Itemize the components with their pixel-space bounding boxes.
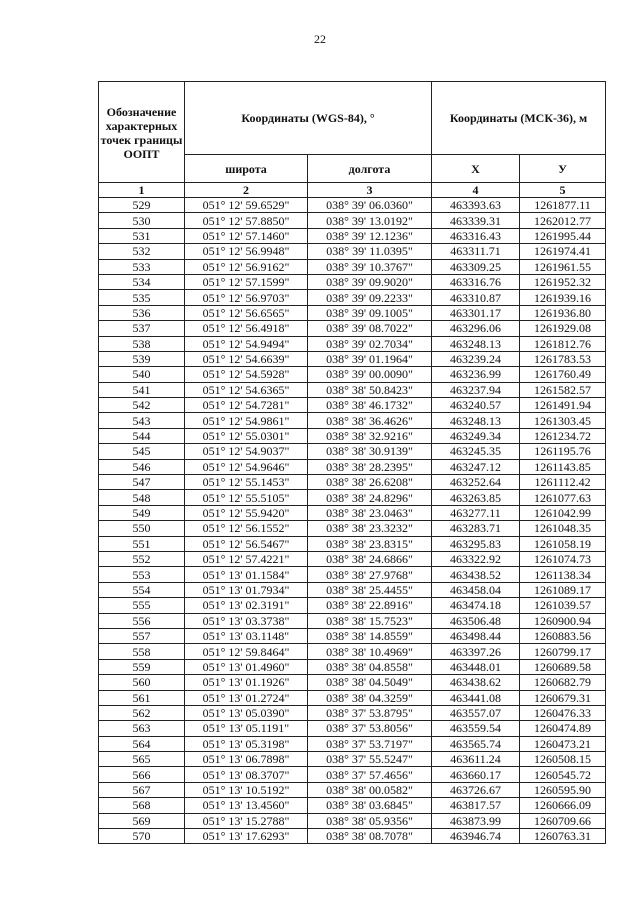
- point-id-cell: 544: [99, 428, 185, 443]
- point-id-cell: 545: [99, 444, 185, 459]
- x-cell: 463474.18: [432, 598, 520, 613]
- point-id-cell: 538: [99, 336, 185, 351]
- x-cell: 463296.06: [432, 321, 520, 336]
- table-row: [99, 628, 606, 643]
- x-cell: 463247.12: [432, 459, 520, 474]
- header-y: У: [520, 155, 606, 183]
- point-id-cell: 565: [99, 752, 185, 767]
- header-wgs84: Координаты (WGS-84), °: [185, 82, 432, 155]
- y-cell: 1261582.57: [520, 382, 606, 397]
- table-row: [99, 721, 606, 736]
- latitude-cell: 051° 12' 56.5467": [185, 536, 308, 551]
- latitude-cell: 051° 13' 08.3707": [185, 767, 308, 782]
- x-cell: 463236.99: [432, 367, 520, 382]
- latitude-cell: 051° 13' 02.3191": [185, 598, 308, 613]
- header-longitude: долгота: [308, 155, 432, 183]
- x-cell: 463438.52: [432, 567, 520, 582]
- latitude-cell: 051° 12' 56.1552": [185, 521, 308, 536]
- x-cell: 463248.13: [432, 413, 520, 428]
- column-number-2: 2: [185, 183, 308, 198]
- longitude-cell: 038° 37' 53.8795": [308, 705, 432, 720]
- point-id-cell: 531: [99, 228, 185, 243]
- y-cell: 1260679.31: [520, 690, 606, 705]
- x-cell: 463316.76: [432, 274, 520, 289]
- y-cell: 1261952.32: [520, 274, 606, 289]
- y-cell: 1260763.31: [520, 829, 606, 844]
- y-cell: 1261048.35: [520, 521, 606, 536]
- latitude-cell: 051° 12' 57.1599": [185, 274, 308, 289]
- y-cell: 1261491.94: [520, 398, 606, 413]
- longitude-cell: 038° 38' 04.8558": [308, 659, 432, 674]
- table-row: [99, 659, 606, 674]
- x-cell: 463248.13: [432, 336, 520, 351]
- header-x: X: [432, 155, 520, 183]
- column-number-5: 5: [520, 183, 606, 198]
- table-row: [99, 305, 606, 320]
- point-id-cell: 547: [99, 475, 185, 490]
- x-cell: 463240.57: [432, 398, 520, 413]
- point-id-cell: 563: [99, 721, 185, 736]
- y-cell: 1260545.72: [520, 767, 606, 782]
- table-row: [99, 459, 606, 474]
- point-id-cell: 542: [99, 398, 185, 413]
- longitude-cell: 038° 39' 01.1964": [308, 351, 432, 366]
- latitude-cell: 051° 12' 56.9948": [185, 244, 308, 259]
- table-row: [99, 705, 606, 720]
- latitude-cell: 051° 12' 55.5105": [185, 490, 308, 505]
- table-row: [99, 613, 606, 628]
- latitude-cell: 051° 13' 03.3738": [185, 613, 308, 628]
- x-cell: 463393.63: [432, 198, 520, 213]
- point-id-cell: 548: [99, 490, 185, 505]
- y-cell: 1260682.79: [520, 675, 606, 690]
- latitude-cell: 051° 12' 57.4221": [185, 551, 308, 566]
- longitude-cell: 038° 38' 25.4455": [308, 582, 432, 597]
- point-id-cell: 568: [99, 798, 185, 813]
- point-id-cell: 553: [99, 567, 185, 582]
- point-id-cell: 549: [99, 505, 185, 520]
- x-cell: 463283.71: [432, 521, 520, 536]
- longitude-cell: 038° 38' 00.0582": [308, 782, 432, 797]
- point-id-cell: 556: [99, 613, 185, 628]
- longitude-cell: 038° 39' 09.1005": [308, 305, 432, 320]
- longitude-cell: 038° 39' 11.0395": [308, 244, 432, 259]
- longitude-cell: 038° 38' 04.3259": [308, 690, 432, 705]
- latitude-cell: 051° 12' 56.9703": [185, 290, 308, 305]
- table-row: [99, 736, 606, 751]
- x-cell: 463438.62: [432, 675, 520, 690]
- x-cell: 463946.74: [432, 829, 520, 844]
- table-row: [99, 228, 606, 243]
- latitude-cell: 051° 12' 56.6565": [185, 305, 308, 320]
- x-cell: 463557.07: [432, 705, 520, 720]
- x-cell: 463245.35: [432, 444, 520, 459]
- table-row: [99, 798, 606, 813]
- point-id-cell: 567: [99, 782, 185, 797]
- latitude-cell: 051° 12' 59.8464": [185, 644, 308, 659]
- point-id-cell: 554: [99, 582, 185, 597]
- y-cell: 1261995.44: [520, 228, 606, 243]
- y-cell: 1261058.19: [520, 536, 606, 551]
- x-cell: 463252.64: [432, 475, 520, 490]
- y-cell: 1260709.66: [520, 813, 606, 828]
- coordinates-table: [98, 81, 606, 844]
- longitude-cell: 038° 38' 15.7523": [308, 613, 432, 628]
- y-cell: 1261877.11: [520, 198, 606, 213]
- table-row: [99, 536, 606, 551]
- y-cell: 1261939.16: [520, 290, 606, 305]
- x-cell: 463277.11: [432, 505, 520, 520]
- latitude-cell: 051° 12' 56.4918": [185, 321, 308, 336]
- longitude-cell: 038° 38' 26.6208": [308, 475, 432, 490]
- latitude-cell: 051° 13' 01.1584": [185, 567, 308, 582]
- longitude-cell: 038° 37' 53.7197": [308, 736, 432, 751]
- point-id-cell: 552: [99, 551, 185, 566]
- longitude-cell: 038° 39' 06.0360": [308, 198, 432, 213]
- longitude-cell: 038° 39' 12.1236": [308, 228, 432, 243]
- longitude-cell: 038° 38' 05.9356": [308, 813, 432, 828]
- point-id-cell: 533: [99, 259, 185, 274]
- longitude-cell: 038° 37' 57.4656": [308, 767, 432, 782]
- longitude-cell: 038° 39' 08.7022": [308, 321, 432, 336]
- latitude-cell: 051° 13' 06.7898": [185, 752, 308, 767]
- table-row: [99, 644, 606, 659]
- y-cell: 1261961.55: [520, 259, 606, 274]
- point-id-cell: 569: [99, 813, 185, 828]
- header-latitude: широта: [185, 155, 308, 183]
- x-cell: 463309.25: [432, 259, 520, 274]
- table-row: [99, 767, 606, 782]
- latitude-cell: 051° 12' 54.9646": [185, 459, 308, 474]
- column-number-4: 4: [432, 183, 520, 198]
- x-cell: 463310.87: [432, 290, 520, 305]
- table-row: [99, 413, 606, 428]
- x-cell: 463611.24: [432, 752, 520, 767]
- latitude-cell: 051° 12' 57.8850": [185, 213, 308, 228]
- longitude-cell: 038° 37' 53.8056": [308, 721, 432, 736]
- longitude-cell: 038° 38' 04.5049": [308, 675, 432, 690]
- y-cell: 1261812.76: [520, 336, 606, 351]
- table-row: [99, 351, 606, 366]
- point-id-cell: 539: [99, 351, 185, 366]
- x-cell: 463726.67: [432, 782, 520, 797]
- x-cell: 463316.43: [432, 228, 520, 243]
- table-row: [99, 690, 606, 705]
- table-row: [99, 321, 606, 336]
- x-cell: 463239.24: [432, 351, 520, 366]
- table-row: [99, 782, 606, 797]
- longitude-cell: 038° 39' 13.0192": [308, 213, 432, 228]
- longitude-cell: 038° 38' 22.8916": [308, 598, 432, 613]
- y-cell: 1261929.08: [520, 321, 606, 336]
- point-id-cell: 557: [99, 628, 185, 643]
- longitude-cell: 038° 38' 24.8296": [308, 490, 432, 505]
- x-cell: 463322.92: [432, 551, 520, 566]
- latitude-cell: 051° 12' 54.5928": [185, 367, 308, 382]
- y-cell: 1261195.76: [520, 444, 606, 459]
- latitude-cell: 051° 12' 59.6529": [185, 198, 308, 213]
- latitude-cell: 051° 12' 55.9420": [185, 505, 308, 520]
- table-row: [99, 813, 606, 828]
- x-cell: 463249.34: [432, 428, 520, 443]
- y-cell: 1261303.45: [520, 413, 606, 428]
- y-cell: 1261783.53: [520, 351, 606, 366]
- point-id-cell: 535: [99, 290, 185, 305]
- point-id-cell: 560: [99, 675, 185, 690]
- x-cell: 463506.48: [432, 613, 520, 628]
- x-cell: 463237.94: [432, 382, 520, 397]
- y-cell: 1260799.17: [520, 644, 606, 659]
- point-id-cell: 532: [99, 244, 185, 259]
- latitude-cell: 051° 13' 05.0390": [185, 705, 308, 720]
- point-id-cell: 562: [99, 705, 185, 720]
- table-row: [99, 475, 606, 490]
- table-row: [99, 382, 606, 397]
- longitude-cell: 038° 37' 55.5247": [308, 752, 432, 767]
- latitude-cell: 051° 13' 01.4960": [185, 659, 308, 674]
- latitude-cell: 051° 12' 54.6639": [185, 351, 308, 366]
- point-id-cell: 570: [99, 829, 185, 844]
- y-cell: 1261974.41: [520, 244, 606, 259]
- y-cell: 1261760.49: [520, 367, 606, 382]
- table-row: [99, 274, 606, 289]
- point-id-cell: 534: [99, 274, 185, 289]
- longitude-cell: 038° 38' 27.9768": [308, 567, 432, 582]
- column-number-1: 1: [99, 183, 185, 198]
- column-number-3: 3: [308, 183, 432, 198]
- table-row: [99, 505, 606, 520]
- longitude-cell: 038° 39' 09.2233": [308, 290, 432, 305]
- longitude-cell: 038° 38' 36.4626": [308, 413, 432, 428]
- header-msk36: Координаты (МСК-36), м: [432, 82, 606, 155]
- y-cell: 1261074.73: [520, 551, 606, 566]
- point-id-cell: 536: [99, 305, 185, 320]
- table-row: [99, 567, 606, 582]
- table-row: [99, 428, 606, 443]
- latitude-cell: 051° 13' 01.7934": [185, 582, 308, 597]
- table-row: [99, 244, 606, 259]
- y-cell: 1261112.42: [520, 475, 606, 490]
- x-cell: 463458.04: [432, 582, 520, 597]
- y-cell: 1260476.33: [520, 705, 606, 720]
- y-cell: 1261234.72: [520, 428, 606, 443]
- latitude-cell: 051° 13' 03.1148": [185, 628, 308, 643]
- x-cell: 463873.99: [432, 813, 520, 828]
- longitude-cell: 038° 39' 00.0090": [308, 367, 432, 382]
- point-id-cell: 537: [99, 321, 185, 336]
- y-cell: 1260508.15: [520, 752, 606, 767]
- point-id-cell: 564: [99, 736, 185, 751]
- point-id-cell: 561: [99, 690, 185, 705]
- latitude-cell: 051° 13' 05.1191": [185, 721, 308, 736]
- y-cell: 1261936.80: [520, 305, 606, 320]
- table-row: [99, 444, 606, 459]
- point-id-cell: 555: [99, 598, 185, 613]
- x-cell: 463660.17: [432, 767, 520, 782]
- latitude-cell: 051° 13' 05.3198": [185, 736, 308, 751]
- point-id-cell: 546: [99, 459, 185, 474]
- point-id-cell: 566: [99, 767, 185, 782]
- x-cell: 463301.17: [432, 305, 520, 320]
- latitude-cell: 051° 12' 57.1460": [185, 228, 308, 243]
- table-row: [99, 829, 606, 844]
- point-id-cell: 541: [99, 382, 185, 397]
- x-cell: 463339.31: [432, 213, 520, 228]
- longitude-cell: 038° 38' 30.9139": [308, 444, 432, 459]
- latitude-cell: 051° 12' 54.6365": [185, 382, 308, 397]
- longitude-cell: 038° 38' 23.3232": [308, 521, 432, 536]
- latitude-cell: 051° 13' 13.4560": [185, 798, 308, 813]
- y-cell: 1260883.56: [520, 628, 606, 643]
- table-row: [99, 752, 606, 767]
- longitude-cell: 038° 38' 08.7078": [308, 829, 432, 844]
- longitude-cell: 038° 39' 10.3767": [308, 259, 432, 274]
- y-cell: 1261143.85: [520, 459, 606, 474]
- table-row: [99, 551, 606, 566]
- x-cell: 463311.71: [432, 244, 520, 259]
- table-row: [99, 675, 606, 690]
- table-row: [99, 213, 606, 228]
- point-id-cell: 529: [99, 198, 185, 213]
- longitude-cell: 038° 38' 10.4969": [308, 644, 432, 659]
- latitude-cell: 051° 12' 54.9861": [185, 413, 308, 428]
- table-row: [99, 198, 606, 213]
- y-cell: 1261042.99: [520, 505, 606, 520]
- y-cell: 1261089.17: [520, 582, 606, 597]
- point-id-cell: 559: [99, 659, 185, 674]
- y-cell: 1260689.58: [520, 659, 606, 674]
- longitude-cell: 038° 39' 02.7034": [308, 336, 432, 351]
- x-cell: 463498.44: [432, 628, 520, 643]
- point-id-cell: 543: [99, 413, 185, 428]
- longitude-cell: 038° 38' 03.6845": [308, 798, 432, 813]
- table-row: [99, 582, 606, 597]
- longitude-cell: 038° 38' 14.8559": [308, 628, 432, 643]
- table-body: [99, 198, 606, 844]
- table-row: [99, 598, 606, 613]
- x-cell: 463295.83: [432, 536, 520, 551]
- latitude-cell: 051° 12' 55.1453": [185, 475, 308, 490]
- table-row: [99, 259, 606, 274]
- latitude-cell: 051° 13' 15.2788": [185, 813, 308, 828]
- latitude-cell: 051° 13' 01.2724": [185, 690, 308, 705]
- y-cell: 1262012.77: [520, 213, 606, 228]
- table-row: [99, 367, 606, 382]
- x-cell: 463441.08: [432, 690, 520, 705]
- x-cell: 463397.26: [432, 644, 520, 659]
- longitude-cell: 038° 39' 09.9020": [308, 274, 432, 289]
- table-row: [99, 521, 606, 536]
- latitude-cell: 051° 12' 54.9037": [185, 444, 308, 459]
- y-cell: 1260666.09: [520, 798, 606, 813]
- y-cell: 1261039.57: [520, 598, 606, 613]
- y-cell: 1260595.90: [520, 782, 606, 797]
- longitude-cell: 038° 38' 50.8423": [308, 382, 432, 397]
- x-cell: 463263.85: [432, 490, 520, 505]
- y-cell: 1260900.94: [520, 613, 606, 628]
- longitude-cell: 038° 38' 28.2395": [308, 459, 432, 474]
- longitude-cell: 038° 38' 46.1732": [308, 398, 432, 413]
- point-id-cell: 540: [99, 367, 185, 382]
- y-cell: 1261077.63: [520, 490, 606, 505]
- point-id-cell: 558: [99, 644, 185, 659]
- latitude-cell: 051° 12' 56.9162": [185, 259, 308, 274]
- table-row: [99, 336, 606, 351]
- y-cell: 1261138.34: [520, 567, 606, 582]
- y-cell: 1260473.21: [520, 736, 606, 751]
- x-cell: 463817.57: [432, 798, 520, 813]
- table-row: [99, 290, 606, 305]
- longitude-cell: 038° 38' 32.9216": [308, 428, 432, 443]
- latitude-cell: 051° 13' 01.1926": [185, 675, 308, 690]
- longitude-cell: 038° 38' 24.6866": [308, 551, 432, 566]
- x-cell: 463448.01: [432, 659, 520, 674]
- page-number: 22: [314, 32, 326, 46]
- longitude-cell: 038° 38' 23.0463": [308, 505, 432, 520]
- latitude-cell: 051° 12' 54.9494": [185, 336, 308, 351]
- point-id-cell: 530: [99, 213, 185, 228]
- latitude-cell: 051° 12' 54.7281": [185, 398, 308, 413]
- table-row: [99, 490, 606, 505]
- y-cell: 1260474.89: [520, 721, 606, 736]
- longitude-cell: 038° 38' 23.8315": [308, 536, 432, 551]
- latitude-cell: 051° 13' 17.6293": [185, 829, 308, 844]
- latitude-cell: 051° 12' 55.0301": [185, 428, 308, 443]
- point-id-cell: 551: [99, 536, 185, 551]
- table-row: [99, 398, 606, 413]
- point-id-cell: 550: [99, 521, 185, 536]
- latitude-cell: 051° 13' 10.5192": [185, 782, 308, 797]
- header-point-designation: Обозначение характерных точек границы ООПТ: [99, 82, 185, 183]
- x-cell: 463565.74: [432, 736, 520, 751]
- x-cell: 463559.54: [432, 721, 520, 736]
